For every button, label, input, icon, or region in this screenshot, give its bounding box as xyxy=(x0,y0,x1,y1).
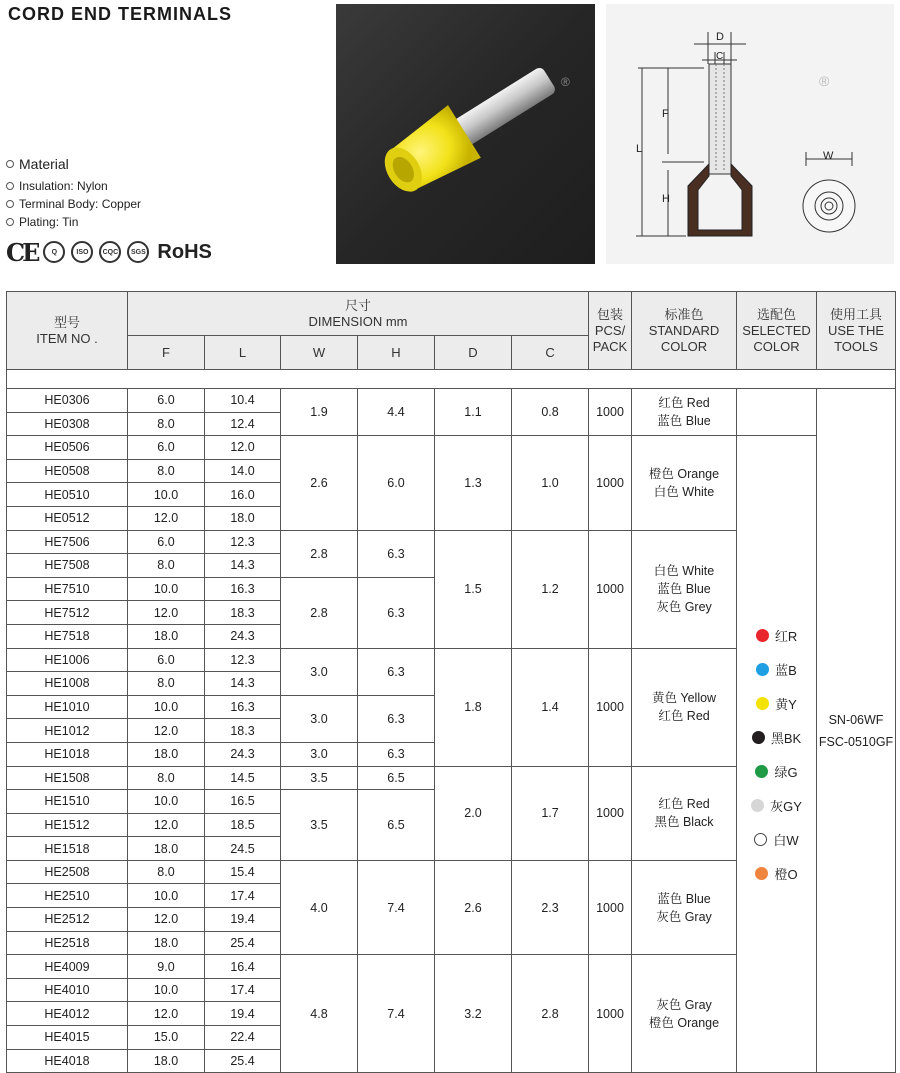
selected-color-label: 黑BK xyxy=(770,730,802,746)
selected-color-item xyxy=(737,856,816,890)
cell-F: 6.0 xyxy=(128,648,205,672)
cell-H: 6.3 xyxy=(358,577,435,648)
cell-item: HE2518 xyxy=(7,931,128,955)
selected-color-item xyxy=(737,822,816,856)
cell-W: 1.9 xyxy=(281,389,358,436)
cell-item: HE1518 xyxy=(7,837,128,861)
standard-color-entry: 蓝色 Blue xyxy=(657,891,711,906)
cell-item: HE2510 xyxy=(7,884,128,908)
cell-F: 18.0 xyxy=(128,742,205,766)
cell-D: 1.3 xyxy=(435,436,512,530)
cell-D: 3.2 xyxy=(435,955,512,1073)
cell-L: 18.3 xyxy=(205,719,281,743)
cell-standard-color xyxy=(632,648,737,766)
cell-L: 24.5 xyxy=(205,837,281,861)
cell-H: 6.3 xyxy=(358,695,435,742)
spec-table xyxy=(6,291,896,1073)
cell-W: 3.0 xyxy=(281,742,358,766)
cell-F: 8.0 xyxy=(128,459,205,483)
selected-color-label: 绿G xyxy=(774,764,798,780)
selected-color-item xyxy=(737,754,816,788)
svg-text:®: ® xyxy=(561,75,570,89)
cell-pack: 1000 xyxy=(589,766,632,860)
cell-L: 12.3 xyxy=(205,530,281,554)
color-swatch-icon xyxy=(755,765,768,778)
header-sel-cn: 选配色 xyxy=(757,306,797,322)
cell-pack: 1000 xyxy=(589,389,632,436)
header-standard-color xyxy=(632,292,737,370)
cell-item: HE1018 xyxy=(7,742,128,766)
cell-F: 10.0 xyxy=(128,884,205,908)
cell-tools xyxy=(817,389,896,1073)
cell-W: 4.8 xyxy=(281,955,358,1073)
table-row xyxy=(7,436,896,460)
color-swatch-icon xyxy=(751,799,764,812)
cell-pack: 1000 xyxy=(589,530,632,648)
cell-L: 14.5 xyxy=(205,766,281,790)
cell-standard-color xyxy=(632,860,737,954)
cell-L: 12.0 xyxy=(205,436,281,460)
cell-F: 8.0 xyxy=(128,860,205,884)
cell-L: 24.3 xyxy=(205,624,281,648)
header-sel-en2: COLOR xyxy=(753,338,800,354)
cell-H: 6.3 xyxy=(358,648,435,695)
header-col-L: L xyxy=(205,336,281,370)
dimension-drawing xyxy=(606,4,894,264)
cell-F: 12.0 xyxy=(128,813,205,837)
header-item-en: ITEM NO . xyxy=(36,330,98,346)
rohs-mark: RoHS xyxy=(157,240,212,263)
cell-L: 16.3 xyxy=(205,577,281,601)
selected-color-label: 黄Y xyxy=(775,696,797,712)
spec-table-body xyxy=(7,370,896,1073)
header-col-D: D xyxy=(435,336,512,370)
cell-F: 8.0 xyxy=(128,554,205,578)
cell-F: 18.0 xyxy=(128,624,205,648)
cell-L: 16.3 xyxy=(205,695,281,719)
cell-H: 7.4 xyxy=(358,955,435,1073)
selected-color-label: 灰GY xyxy=(770,798,802,814)
selected-color-item xyxy=(737,652,816,686)
cell-F: 8.0 xyxy=(128,412,205,436)
cell-L: 14.3 xyxy=(205,672,281,696)
selected-color-item xyxy=(737,686,816,720)
cell-L: 16.4 xyxy=(205,955,281,979)
color-swatch-icon xyxy=(756,629,769,642)
color-swatch-icon xyxy=(754,833,767,846)
header-col-F: F xyxy=(128,336,205,370)
cell-item: HE7518 xyxy=(7,624,128,648)
cell-item: HE4009 xyxy=(7,955,128,979)
cell-item: HE0308 xyxy=(7,412,128,436)
standard-color-entry: 灰色 Gray xyxy=(656,997,712,1012)
cell-C: 1.7 xyxy=(512,766,589,860)
sgs-cert-icon: SGS xyxy=(127,241,149,263)
cell-item: HE2512 xyxy=(7,908,128,932)
standard-color-entry: 红色 Red xyxy=(658,396,710,411)
material-insulation: Insulation: Nylon xyxy=(19,179,108,193)
cell-L: 18.0 xyxy=(205,506,281,530)
cell-F: 18.0 xyxy=(128,931,205,955)
header-pack xyxy=(589,292,632,370)
cell-L: 18.3 xyxy=(205,601,281,625)
cell-C: 1.4 xyxy=(512,648,589,766)
cell-F: 12.0 xyxy=(128,719,205,743)
cell-H: 6.5 xyxy=(358,790,435,861)
standard-color-entry: 红色 Red xyxy=(658,709,710,724)
cell-item: HE2508 xyxy=(7,860,128,884)
selected-color-item xyxy=(737,720,816,754)
label-L: L xyxy=(636,143,643,155)
header-tool-en1: USE THE xyxy=(827,322,885,338)
cell-L: 17.4 xyxy=(205,884,281,908)
selected-color-label: 蓝B xyxy=(775,662,797,678)
cell-H: 7.4 xyxy=(358,860,435,954)
header-std-en1: STANDARD xyxy=(648,322,720,338)
label-H: H xyxy=(662,193,670,205)
color-swatch-icon xyxy=(756,663,769,676)
standard-color-entry: 黑色 Black xyxy=(654,815,714,830)
cell-L: 14.0 xyxy=(205,459,281,483)
cell-D: 2.0 xyxy=(435,766,512,860)
cell-item: HE1508 xyxy=(7,766,128,790)
standard-color-entry: 白色 White xyxy=(653,564,715,579)
header-col-W: W xyxy=(281,336,358,370)
cell-L: 10.4 xyxy=(205,389,281,413)
header-tool-en2: TOOLS xyxy=(834,338,878,354)
cell-C: 1.0 xyxy=(512,436,589,530)
header-col-C: C xyxy=(512,336,589,370)
cell-D: 1.8 xyxy=(435,648,512,766)
color-swatch-icon xyxy=(752,731,765,744)
header-std-en2: COLOR xyxy=(660,338,708,354)
cell-F: 6.0 xyxy=(128,436,205,460)
cell-W: 3.5 xyxy=(281,766,358,790)
cell-D: 2.6 xyxy=(435,860,512,954)
quality-cert-icon: Q xyxy=(43,241,65,263)
standard-color-entry: 橙色 Orange xyxy=(648,466,720,481)
standard-color-entry: 红色 Red xyxy=(658,797,710,812)
cell-F: 15.0 xyxy=(128,1026,205,1050)
cell-L: 16.0 xyxy=(205,483,281,507)
cell-item: HE1008 xyxy=(7,672,128,696)
header-item xyxy=(7,292,128,370)
label-C: C xyxy=(716,51,724,62)
header-gap xyxy=(7,370,896,389)
cell-F: 18.0 xyxy=(128,837,205,861)
cell-item: HE4018 xyxy=(7,1049,128,1073)
cell-H: 6.5 xyxy=(358,766,435,790)
cell-L: 18.5 xyxy=(205,813,281,837)
cell-standard-color xyxy=(632,955,737,1073)
iso-cert-icon: ISO xyxy=(71,241,93,263)
selected-color-item xyxy=(737,788,816,822)
header-col-H: H xyxy=(358,336,435,370)
standard-color-entry: 黄色 Yellow xyxy=(651,691,717,706)
cell-L: 19.4 xyxy=(205,1002,281,1026)
cell-item: HE1012 xyxy=(7,719,128,743)
cell-standard-color xyxy=(632,766,737,860)
cell-F: 10.0 xyxy=(128,483,205,507)
cell-pack: 1000 xyxy=(589,648,632,766)
header-pack-en1: PCS/ xyxy=(594,322,626,338)
color-swatch-icon xyxy=(755,867,768,880)
cell-L: 15.4 xyxy=(205,860,281,884)
cell-W: 4.0 xyxy=(281,860,358,954)
header-dimension-en: DIMENSION mm xyxy=(308,313,408,329)
cell-item: HE1006 xyxy=(7,648,128,672)
certification-logos xyxy=(6,236,246,268)
bullet-icon xyxy=(6,182,14,190)
material-heading-label: Material xyxy=(19,156,69,172)
label-D: D xyxy=(716,31,724,43)
header-dimension-cn: 尺寸 xyxy=(345,297,372,313)
cell-L: 12.4 xyxy=(205,412,281,436)
cell-L: 25.4 xyxy=(205,1049,281,1073)
cell-C: 1.2 xyxy=(512,530,589,648)
header-tool-cn: 使用工具 xyxy=(830,306,883,322)
standard-color-entry: 灰色 Grey xyxy=(656,600,712,615)
tool-name: SN-06WF xyxy=(828,712,884,727)
cell-F: 8.0 xyxy=(128,672,205,696)
cell-item: HE0506 xyxy=(7,436,128,460)
cqc-cert-icon: CQC xyxy=(99,241,121,263)
cell-item: HE4010 xyxy=(7,978,128,1002)
material-heading xyxy=(6,156,69,172)
cell-pack: 1000 xyxy=(589,860,632,954)
cell-item: HE7510 xyxy=(7,577,128,601)
cell-item: HE7508 xyxy=(7,554,128,578)
header-dimension xyxy=(128,292,589,336)
header-tools xyxy=(817,292,896,370)
standard-color-entry: 蓝色 Blue xyxy=(657,582,711,597)
cell-item: HE4012 xyxy=(7,1002,128,1026)
material-plating: Plating: Tin xyxy=(19,215,79,229)
cell-F: 10.0 xyxy=(128,978,205,1002)
cell-F: 8.0 xyxy=(128,766,205,790)
material-item xyxy=(6,177,141,195)
cell-F: 6.0 xyxy=(128,389,205,413)
bullet-icon xyxy=(6,200,14,208)
cell-H: 4.4 xyxy=(358,389,435,436)
terminal-photo-illustration xyxy=(336,4,595,264)
cell-item: HE1510 xyxy=(7,790,128,814)
cell-H: 6.0 xyxy=(358,436,435,530)
header-pack-cn: 包装 xyxy=(597,306,624,322)
cell-F: 10.0 xyxy=(128,790,205,814)
cell-F: 10.0 xyxy=(128,577,205,601)
product-photo xyxy=(336,4,595,264)
selected-color-label: 红R xyxy=(774,628,798,644)
cell-standard-color xyxy=(632,530,737,648)
cell-H: 6.3 xyxy=(358,530,435,577)
cell-C: 2.3 xyxy=(512,860,589,954)
material-item xyxy=(6,195,141,213)
cell-W: 3.5 xyxy=(281,790,358,861)
cell-L: 25.4 xyxy=(205,931,281,955)
material-list xyxy=(6,177,141,231)
header-std-cn: 标准色 xyxy=(664,306,704,322)
ce-mark: CE xyxy=(6,237,38,267)
cell-C: 2.8 xyxy=(512,955,589,1073)
header-item-cn: 型号 xyxy=(53,314,80,330)
cell-L: 17.4 xyxy=(205,978,281,1002)
cell-selected-colors xyxy=(737,436,817,1073)
cell-L: 14.3 xyxy=(205,554,281,578)
cell-selected-color-blank xyxy=(737,389,817,436)
cell-item: HE1512 xyxy=(7,813,128,837)
cell-W: 3.0 xyxy=(281,695,358,742)
selected-color-label: 橙O xyxy=(774,866,798,882)
cell-F: 6.0 xyxy=(128,530,205,554)
cell-F: 12.0 xyxy=(128,1002,205,1026)
header-sel-en1: SELECTED xyxy=(742,322,811,338)
cell-item: HE4015 xyxy=(7,1026,128,1050)
tool-name: FSC-0510GF xyxy=(818,734,894,749)
bullet-icon xyxy=(6,160,14,168)
cell-item: HE0510 xyxy=(7,483,128,507)
material-item xyxy=(6,213,141,231)
cell-F: 10.0 xyxy=(128,695,205,719)
cell-L: 19.4 xyxy=(205,908,281,932)
terminal-dimension-diagram xyxy=(606,4,894,264)
cell-standard-color xyxy=(632,436,737,530)
cell-W: 2.8 xyxy=(281,577,358,648)
cell-pack: 1000 xyxy=(589,436,632,530)
cell-standard-color xyxy=(632,389,737,436)
cell-D: 1.5 xyxy=(435,530,512,648)
bullet-icon xyxy=(6,218,14,226)
registered-mark: ® xyxy=(819,73,830,89)
cell-W: 3.0 xyxy=(281,648,358,695)
cell-F: 12.0 xyxy=(128,908,205,932)
standard-color-entry: 白色 White xyxy=(653,484,715,499)
cell-F: 18.0 xyxy=(128,1049,205,1073)
cell-item: HE0508 xyxy=(7,459,128,483)
selected-color-item xyxy=(737,618,816,652)
cell-item: HE0512 xyxy=(7,506,128,530)
cell-C: 0.8 xyxy=(512,389,589,436)
cell-L: 24.3 xyxy=(205,742,281,766)
page-title: CORD END TERMINALS xyxy=(8,4,232,24)
cell-L: 22.4 xyxy=(205,1026,281,1050)
header-selected-color xyxy=(737,292,817,370)
label-F: F xyxy=(662,108,669,120)
table-row xyxy=(7,389,896,413)
cell-L: 16.5 xyxy=(205,790,281,814)
cell-item: HE7512 xyxy=(7,601,128,625)
cell-H: 6.3 xyxy=(358,742,435,766)
cell-F: 12.0 xyxy=(128,506,205,530)
cell-pack: 1000 xyxy=(589,955,632,1073)
standard-color-entry: 灰色 Gray xyxy=(656,909,712,924)
cell-F: 9.0 xyxy=(128,955,205,979)
cell-item: HE7506 xyxy=(7,530,128,554)
cell-F: 12.0 xyxy=(128,601,205,625)
cell-item: HE1010 xyxy=(7,695,128,719)
cell-L: 12.3 xyxy=(205,648,281,672)
color-swatch-icon xyxy=(756,697,769,710)
cell-item: HE0306 xyxy=(7,389,128,413)
header-pack-en2: PACK xyxy=(592,338,628,354)
cell-W: 2.6 xyxy=(281,436,358,530)
cell-D: 1.1 xyxy=(435,389,512,436)
cell-W: 2.8 xyxy=(281,530,358,577)
label-W: W xyxy=(823,150,834,162)
standard-color-entry: 蓝色 Blue xyxy=(657,414,711,429)
standard-color-entry: 橙色 Orange xyxy=(648,1015,720,1030)
material-body: Terminal Body: Copper xyxy=(19,197,142,211)
selected-color-label: 白W xyxy=(773,832,799,848)
